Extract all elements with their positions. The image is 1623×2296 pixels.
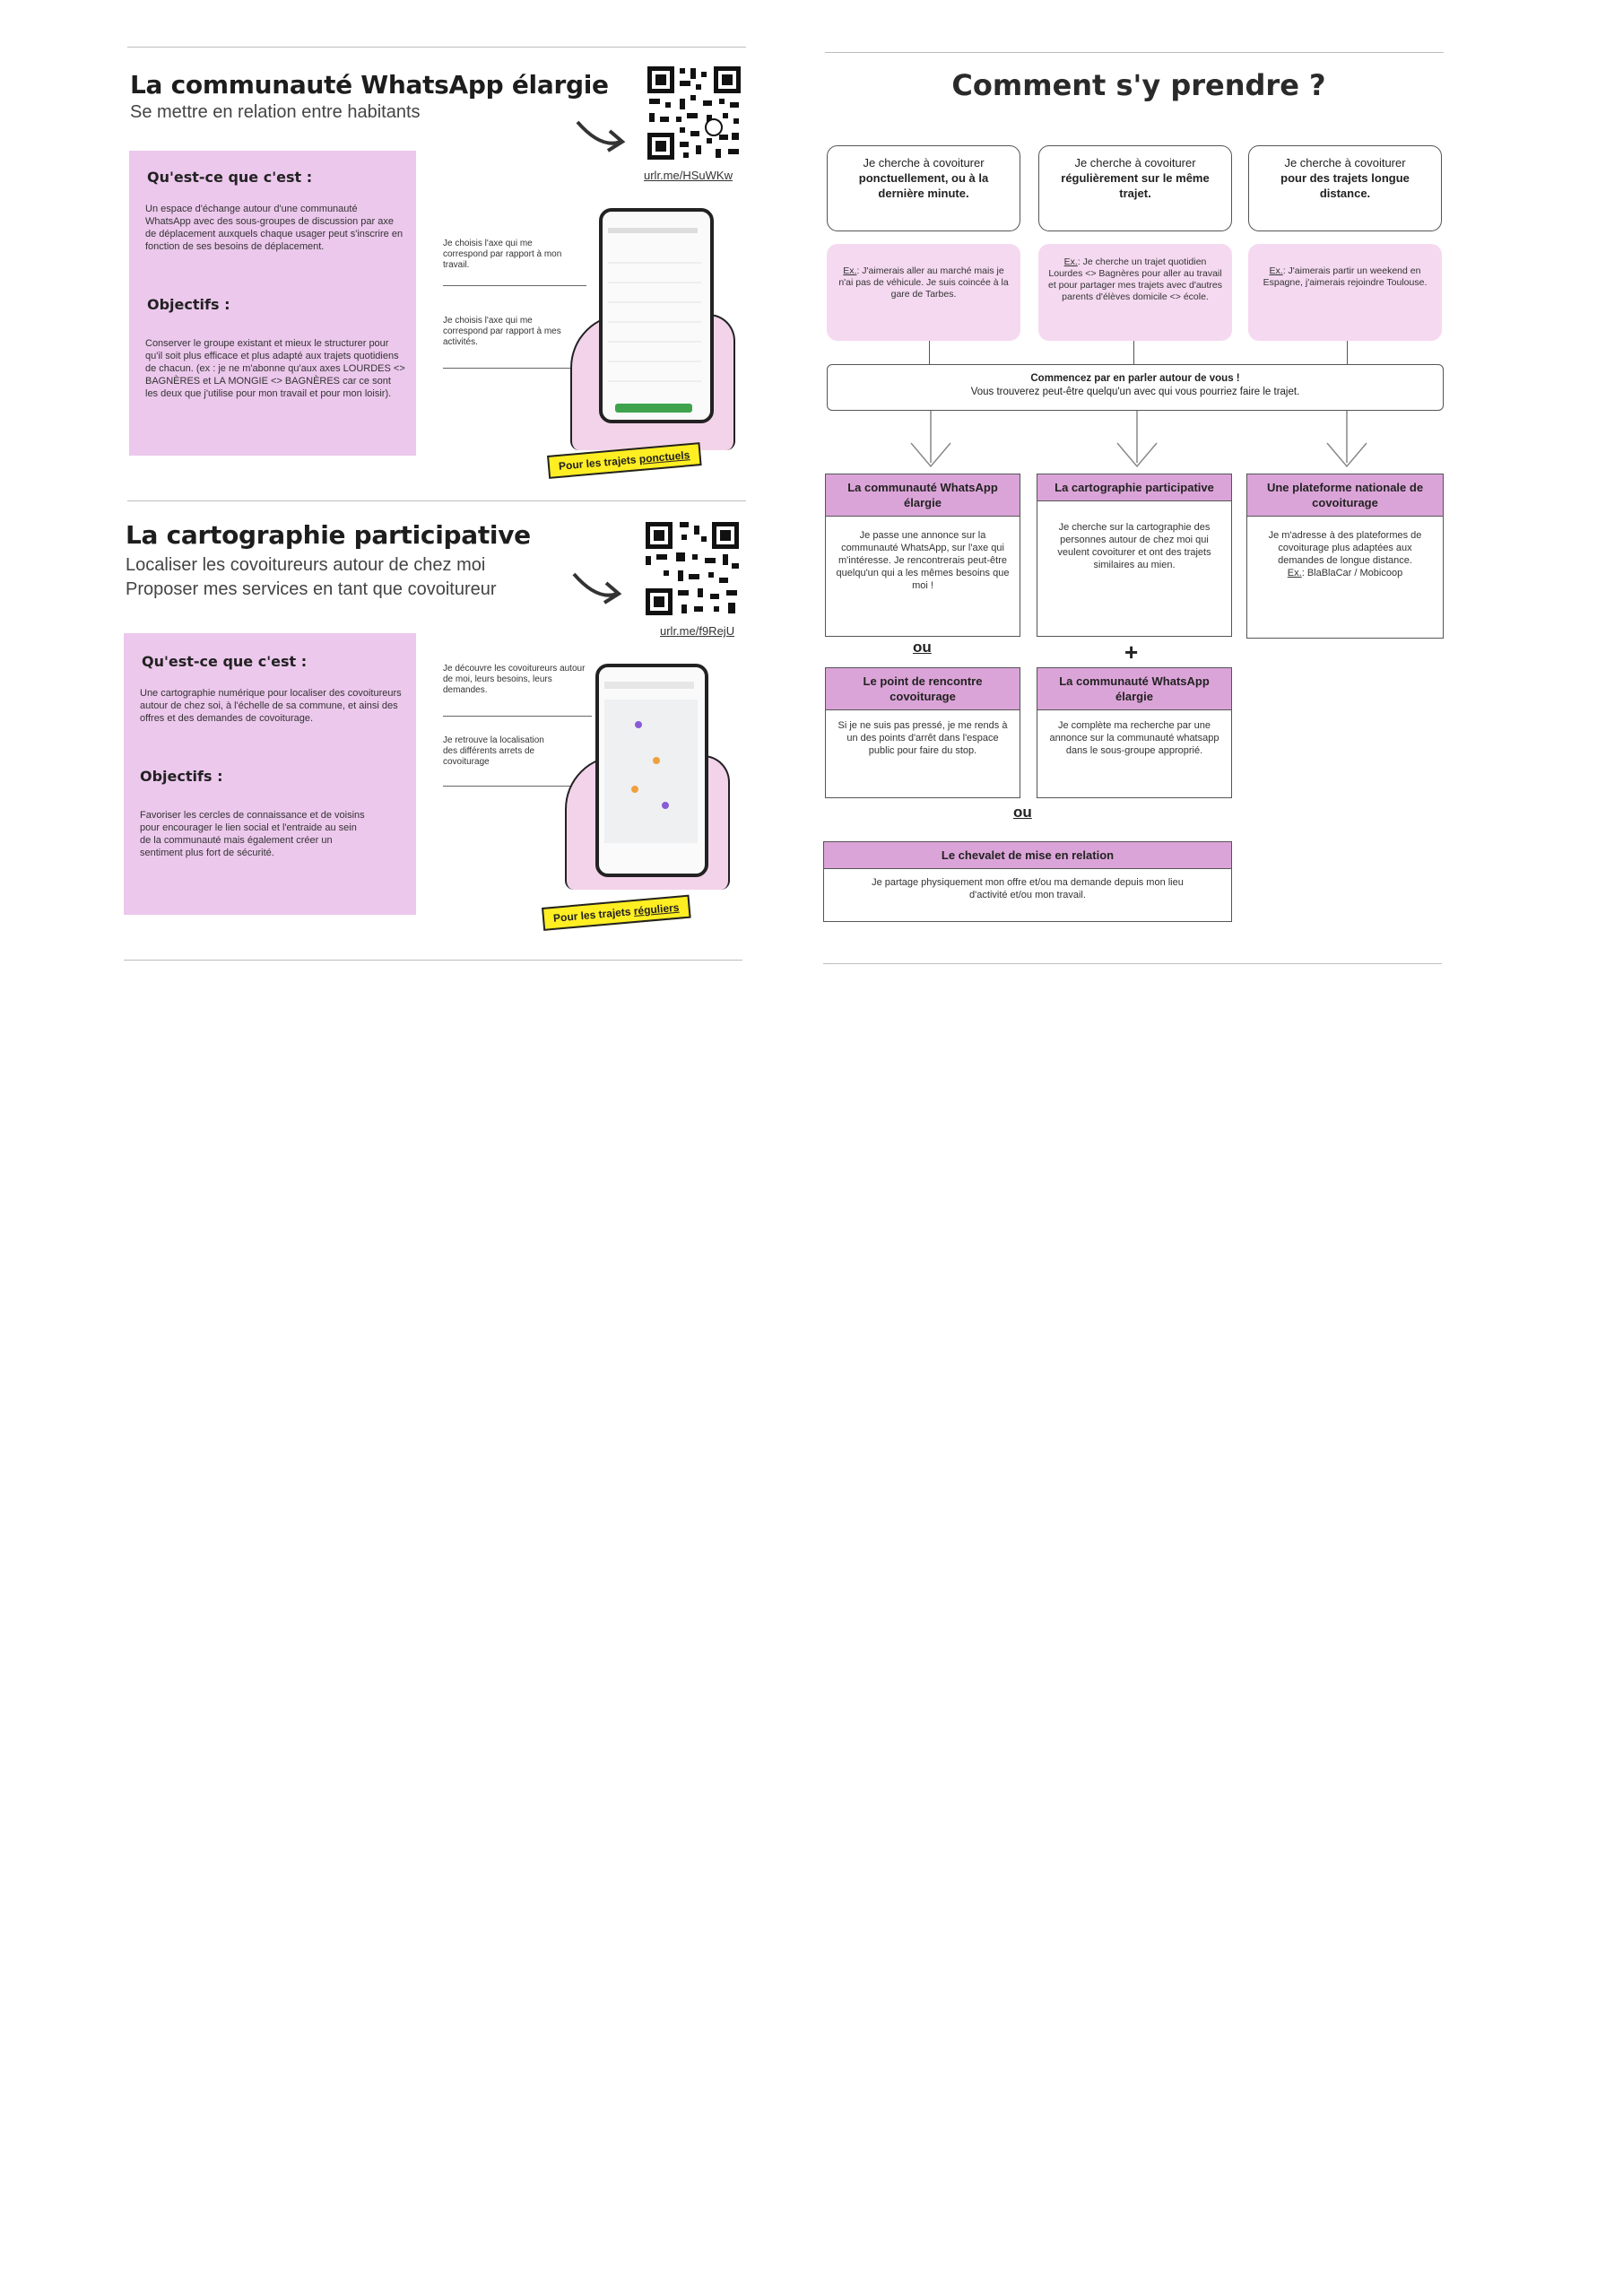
- need-box-3: Je cherche à covoiturer pour des trajets longue distance.: [1248, 145, 1442, 231]
- phone-mockup: [595, 664, 708, 877]
- connector-line: [929, 341, 930, 364]
- section2-subtitle-1: Localiser les covoitureurs autour de chez moi: [126, 555, 486, 575]
- option-text: Je complète ma recherche par une annonce sur la communauté whatsapp dans le sous-groupe approprié.: [1049, 720, 1219, 756]
- option-text: Je cherche sur la cartographie des personnes autour de chez moi qui veulent covoiturer et ont des trajets similaires au mien.: [1057, 522, 1211, 570]
- pointer-line: [443, 368, 586, 369]
- bottom-rule-right: [823, 963, 1442, 964]
- option-chevalet: [823, 841, 1232, 922]
- option-whatsapp: [825, 474, 1020, 637]
- section2-note-1: Je découvre les covoitureurs autour de moi, leurs besoins, leurs demandes.: [443, 664, 586, 695]
- objectives-heading: Objectifs :: [140, 768, 223, 785]
- example-box-2: Ex.: Je cherche un trajet quotidien Lourdes <> Bagnères pour aller au travail et pour partager mes trajets avec d'autres parents d'élèves domicile <> école.: [1038, 244, 1232, 341]
- option-text: Si je ne suis pas pressé, je me rends à un des points d'arrêt dans l'espace public pour faire du stop.: [838, 720, 1008, 756]
- qr-code-icon[interactable]: [644, 63, 744, 163]
- option-title: La communauté WhatsApp élargie: [826, 474, 1020, 517]
- section2-subtitle-2: Proposer mes services en tant que covoitureur: [126, 579, 497, 599]
- what-is-it-heading: Qu'est-ce que c'est :: [147, 169, 313, 186]
- option-title: Le point de rencontre covoiturage: [826, 668, 1020, 710]
- what-is-it-text: Une cartographie numérique pour localiser des covoitureurs autour de chez soi, à l'échelle de sa commune, et ainsi des offres et des demandes de covoiturage.: [140, 688, 402, 724]
- need-box-1: Je cherche à covoiturer ponctuellement, ou à la dernière minute.: [827, 145, 1020, 231]
- section2-info-box: [124, 633, 416, 915]
- option-title: Le chevalet de mise en relation: [824, 842, 1231, 869]
- option-text: Je passe une annonce sur la communauté WhatsApp, sur l'axe qui m'intéresse. Je rencontrerais peut-être quelqu'un qui a les mêmes besoins que moi !: [836, 530, 1010, 591]
- section1-info-box: [129, 151, 416, 456]
- objectives-heading: Objectifs :: [147, 296, 230, 313]
- top-rule-right: [825, 52, 1444, 53]
- top-rule-left: [127, 47, 746, 48]
- option-plateforme: Une plateforme nationale de covoiturage Je m'adresse à des plateformes de covoiturage plus adaptées aux demandes de longue distance. Ex.: BlaBlaCar / Mobicoop: [1246, 474, 1444, 639]
- option-text: Je m'adresse à des plateformes de covoiturage plus adaptées aux demandes de longue distance.: [1268, 530, 1422, 566]
- example-box-3: Ex.: J'aimerais partir un weekend en Espagne, j'aimerais rejoindre Toulouse.: [1248, 244, 1442, 341]
- section1-note-1: Je choisis l'axe qui me correspond par rapport à mon travail.: [443, 239, 562, 270]
- ou-label: ou: [1013, 804, 1032, 821]
- down-arrow-icon: [1322, 411, 1372, 472]
- qr-url-link[interactable]: urlr.me/HSuWKw: [644, 169, 733, 182]
- section2-note-2: Je retrouve la localisation des différents arrets de covoiturage: [443, 735, 544, 767]
- start-box: Commencez par en parler autour de vous ! Vous trouverez peut-être quelqu'un avec qui vous pourriez faire le trajet.: [827, 364, 1444, 411]
- section1-subtitle: Se mettre en relation entre habitants: [130, 102, 421, 122]
- down-arrow-icon: [906, 411, 956, 472]
- option-title: La cartographie participative: [1037, 474, 1231, 501]
- example-box-1: Ex.: J'aimerais aller au marché mais je n'ai pas de véhicule. Je suis coincée à la gare de Tarbes.: [827, 244, 1020, 341]
- badge-reguliers: Pour les trajets réguliers: [542, 895, 690, 931]
- connector-line: [1347, 341, 1348, 364]
- option-title: Une plateforme nationale de covoiturage: [1247, 474, 1443, 517]
- badge-ponctuels: Pour les trajets ponctuels: [547, 442, 701, 479]
- right-title: Comment s'y prendre ?: [951, 68, 1326, 102]
- plus-label: +: [1124, 639, 1139, 665]
- objectives-text: Favoriser les cercles de connaissance et de voisins pour encourager le lien social et l'entraide au sein de la communauté mais également créer un sentiment plus fort de sécurité.: [140, 810, 365, 858]
- option-cartographie: [1037, 474, 1232, 637]
- what-is-it-text: Un espace d'échange autour d'une communauté WhatsApp avec des sous-groupes de discussion par axe de déplacement auxquels chaque usager peut s'inscrire en fonction de ses besoins de déplacement.: [145, 204, 404, 252]
- section1-note-2: Je choisis l'axe qui me correspond par rapport à mes activités.: [443, 316, 561, 347]
- option-point-rencontre: [825, 667, 1020, 798]
- bottom-rule-left: [124, 960, 742, 961]
- down-arrow-icon: [1112, 411, 1162, 472]
- qr-code-icon[interactable]: [642, 518, 742, 619]
- qr-url-link[interactable]: urlr.me/f9RejU: [660, 624, 735, 638]
- section2-title: La cartographie participative: [126, 520, 531, 550]
- objectives-text: Conserver le groupe existant et mieux le structurer pour qu'il soit plus efficace et plus adapté aux trajets quotidiens de chacun. (ex : je ne m'abonne qu'aux axes LOURDES <> BAGNÈRES et LA MONGIE <> BAGNÈRES car ce sont les deux que j'utilise pour mon travail et pour mon loisir).: [145, 338, 405, 399]
- pointer-line: [443, 716, 592, 717]
- pointer-line: [443, 285, 586, 286]
- need-box-2: Je cherche à covoiturer régulièrement sur le même trajet.: [1038, 145, 1232, 231]
- option-title: La communauté WhatsApp élargie: [1037, 668, 1231, 710]
- option-whatsapp-complement: [1037, 667, 1232, 798]
- what-is-it-heading: Qu'est-ce que c'est :: [142, 653, 308, 670]
- connector-line: [1133, 341, 1134, 364]
- curved-arrow-icon: [574, 115, 628, 155]
- curved-arrow-icon: [570, 567, 624, 607]
- option-text: Je partage physiquement mon offre et/ou ma demande depuis mon lieu d'activité et/ou mon travail.: [872, 877, 1184, 900]
- ou-label: ou: [913, 639, 932, 656]
- section1-title: La communauté WhatsApp élargie: [130, 70, 609, 100]
- middle-rule-left: [127, 500, 746, 501]
- phone-mockup: [599, 208, 714, 423]
